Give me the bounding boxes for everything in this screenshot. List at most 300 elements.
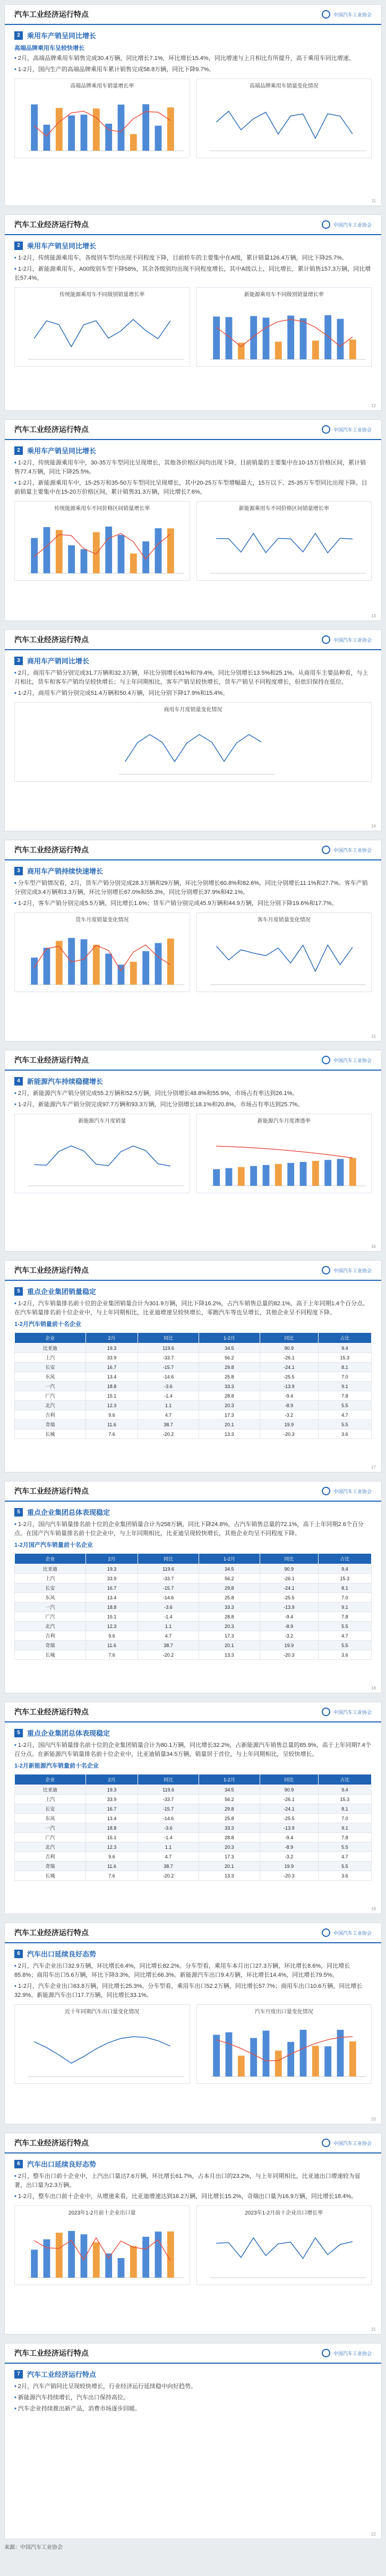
table-cell: 长安 [15,1804,86,1814]
chart-bar [237,2056,244,2077]
chart-panel [196,79,372,158]
table-header-row [15,1333,372,1343]
table-cell: 19.3 [85,1564,138,1574]
logo-text: 中国汽车工业协会 [333,637,372,643]
page-number: 19 [371,1907,376,1911]
table-cell: 8.1 [318,1363,371,1372]
section-heading [14,445,372,455]
table-cell: 长城 [15,1871,86,1881]
logo-text: 中国汽车工业协会 [333,2350,372,2356]
table-cell: -20.2 [138,1871,199,1881]
table-cell: 一汽 [15,1382,86,1391]
chart-svg [199,2016,370,2084]
table-row [15,1391,372,1401]
table-cell: 18.8 [85,1603,138,1612]
table-row [15,1410,372,1420]
page-number: 22 [371,2532,376,2537]
chart-bar [167,2232,174,2278]
chart-bar [287,316,294,359]
chart-bar [237,1167,244,1186]
org-logo [322,1056,372,1064]
chart-line [34,1146,170,1166]
chart-bar [312,2046,319,2077]
chart-bar [349,1158,356,1186]
table-cell: 8.1 [318,1583,371,1593]
chart-bar [105,527,112,573]
section-number: 6 [14,1950,23,1958]
paragraph: • 1-2月，新能源乘用车中，15-25万和35-50万车型同比呈现增长，其中20-25万车型增幅最大，15万以下、25-35万车型同比出现下降。目前销量主要集中在15-20万价格区间，累计销售31.3万辆，同比增长7.6%。 [14,479,372,497]
logo-text: 中国汽车工业协会 [333,1057,372,1063]
table-cell: -1.4 [138,1612,199,1622]
table-row [15,1631,372,1641]
chart-bar [287,1163,294,1186]
chart-panel [14,501,190,581]
table-cell: 9.4 [318,1785,371,1795]
table-header-cell: 企业 [15,1774,86,1785]
table-cell: 广汽 [15,1612,86,1622]
table-cell: -20.2 [138,1650,199,1660]
table-cell: 比亚迪 [15,1564,86,1574]
table-cell: 9.6 [85,1631,138,1641]
paragraph: • 汽车企业持续推出新产品，消费市场逐步回暖。 [14,2405,372,2414]
chart-bar [337,319,344,359]
page-number: 12 [371,403,376,408]
section-number: 4 [14,1077,23,1085]
table-row [15,1593,372,1603]
subsection-title: 高端品牌乘用车呈较快增长 [14,45,84,51]
table-cell: 119.6 [138,1564,199,1574]
table-cell: 东风 [15,1814,86,1823]
section-title: 汽车工业经济运行特点 [27,2371,97,2379]
chart-title: 2023年1-2月前十企业出口量 [68,2210,136,2217]
table-cell: 7.0 [318,1814,371,1823]
page-title: 汽车工业经济运行特点 [14,220,89,229]
table-cell: -3.6 [138,1823,199,1833]
table-cell: 上汽 [15,1353,86,1363]
section-heading [14,30,372,40]
table-cell: -3.2 [260,1631,319,1641]
section-heading [14,1728,372,1738]
logo-icon [322,2139,330,2147]
chart-bar [93,2242,100,2278]
table-cell: 16.7 [85,1583,138,1593]
section-title: 汽车出口延续良好态势 [27,2160,97,2168]
table-cell: 19.9 [260,1862,319,1871]
table-header-cell: 同比 [260,1333,319,1343]
report-root [0,4,386,2551]
table-row [15,1603,372,1612]
section-title: 乘用车产销呈同比增长 [27,32,97,40]
chart-bar [68,2231,75,2278]
logo-icon [322,1928,330,1937]
table-cell: 3.6 [318,1429,371,1439]
chart-bar [130,134,137,151]
chart-line [34,320,170,347]
chart-panel [196,1114,372,1193]
table-cell: 奇瑞 [15,1420,86,1429]
chart-bar [287,2042,294,2077]
logo-icon [322,1708,330,1716]
table-row [15,1363,372,1372]
page-title: 汽车工业经济运行特点 [14,2139,89,2147]
table-cell: -15.7 [138,1583,199,1593]
paragraph: • 1-2月，商用车产销分别完成51.4万辆和50.4万辆，同比分别下降17.9%和15.4%。 [14,689,372,698]
logo-icon [322,2349,330,2357]
chart-svg [17,924,187,992]
table-cell: 20.1 [199,1420,260,1429]
section-title: 重点企业集团总体表现稳定 [27,1509,110,1517]
table-cell: 33.9 [85,1574,138,1583]
section-heading [14,656,372,666]
paragraph: • 1-2月，新能源乘用车，A00级别车型下降58%，其余各级别均出现不同程度增长，其中A级以上，同比增长，累计销售157.3万辆，同比增长57.4%。 [14,265,372,283]
table-header-cell: 2月 [85,1554,138,1564]
chart-bar [44,527,50,573]
paragraph: • 分车型产销情况看，2月，货车产销分别完成28.3万辆和29万辆，环比分别增长60.8%和82.6%，同比分别增长11.1%和27.7%。客车产销分别完成3.4万辆和3.3万辆，环比分别增长67.0%和55.3%，同比分别增长37.9%和42.1%。 [14,879,372,897]
table-cell: 9.1 [318,1823,371,1833]
chart-panel [14,702,372,782]
table-cell: 1.1 [138,1401,199,1410]
chart-bar [56,2233,63,2278]
chart-bar [118,2258,125,2278]
chart-panel [14,287,190,367]
table-cell: 29.8 [199,1804,260,1814]
chart-bar [44,2239,50,2278]
chart-line [34,2238,170,2261]
table-cell: 19.9 [260,1420,319,1429]
report-page [4,419,382,621]
chart-panel [14,79,190,158]
chart-line [216,2238,353,2259]
table-header-cell: 同比 [260,1554,319,1564]
section-heading [14,2159,372,2169]
org-logo [322,425,372,434]
chart-title: 近十年同期汽车出口量变化情况 [65,2009,140,2015]
section-heading [14,1076,372,1086]
chart-bar [250,2038,257,2077]
table-cell: 7.0 [318,1593,371,1603]
chart-bar [56,941,63,985]
chart-line [216,2037,353,2061]
table-cell: 5.5 [318,1641,371,1650]
table-cell: -25.5 [260,1372,319,1382]
section-number: 5 [14,1729,23,1737]
chart-title: 汽车月度出口量变化情况 [254,2009,313,2015]
chart-svg [17,90,187,158]
table-header-cell: 企业 [15,1333,86,1343]
paragraph: • 2月，汽车产销同比呈现较快增长，行业经济运行延续稳中向好趋势。 [14,2382,372,2391]
logo-text: 中国汽车工业协会 [333,427,372,433]
table-header-row [15,1554,372,1564]
chart-line [216,1146,353,1158]
chart-bar [44,948,50,985]
chart-row [14,2205,372,2285]
chart-bar [142,2237,149,2278]
chart-svg [199,924,370,992]
table-cell: 9.1 [318,1603,371,1612]
table-cell: 25.8 [199,1593,260,1603]
table-header-cell: 1-2月 [199,1554,260,1564]
org-logo [322,2349,372,2357]
section-number: 2 [14,446,23,455]
chart-title: 新能源乘用车不同价格区间销量增长率 [238,506,329,512]
table-row [15,1353,372,1363]
table-cell: 13.3 [199,1429,260,1439]
chart-bar [155,2232,162,2278]
table-cell: -14.6 [138,1814,199,1823]
chart-bar [130,2246,137,2278]
table-cell: 7.6 [85,1429,138,1439]
table-row [15,1785,372,1795]
table-cell: 17.3 [199,1410,260,1420]
table-cell: 东风 [15,1593,86,1603]
table-cell: 北汽 [15,1401,86,1410]
table-cell: 4.7 [138,1631,199,1641]
table-title: 1-2月国产汽车销量前十名企业 [14,1542,93,1549]
page-title: 汽车工业经济运行特点 [14,425,89,434]
table-cell: -13.9 [260,1382,319,1391]
table-row [15,1641,372,1650]
page-number: 14 [371,824,376,829]
org-logo [322,1928,372,1937]
page-number: 17 [371,1465,376,1470]
table-cell: 33.3 [199,1603,260,1612]
section-title: 乘用车产销呈同比增长 [27,242,97,250]
chart-bar [262,1165,269,1186]
chart-panel [196,287,372,367]
table-cell: 9.1 [318,1382,371,1391]
table-header-row [15,1774,372,1785]
page-header [5,2344,381,2364]
paragraph: • 1-2月，国内生产的高端品牌乘用车累计销售完成58.8万辆，同比下降9.7%。 [14,65,372,74]
report-page [4,630,382,831]
table-cell: 上汽 [15,1574,86,1583]
table-cell: 吉利 [15,1410,86,1420]
table-cell: 4.7 [318,1410,371,1420]
chart-line [216,320,353,347]
table-cell: 20.3 [199,1842,260,1852]
page-header [5,420,381,440]
logo-icon [322,220,330,229]
table-row [15,1612,372,1622]
report-page [4,1050,382,1252]
table-row [15,1420,372,1429]
table-header-cell: 占比 [318,1554,371,1564]
chart-panel [14,2205,190,2285]
paragraph: • 1-2月，国内汽车销量排名前十位的企业集团销量合计为80.1万辆，同比增长32.2%，占新能源汽车销售总量的85.9%，高于上年同期7.4个百分点。在新能源汽车销量排名前十位企业中，比亚迪销量34.5万辆，销量居于首位，与上年同期相比，呈较快增长。 [14,1741,372,1759]
table-cell: 4.7 [318,1852,371,1862]
table-cell: 16.7 [85,1363,138,1372]
table-cell: -9.4 [260,1612,319,1622]
paragraph: • 新能源汽车持续增长，汽车出口保持高位。 [14,2393,372,2402]
page-title: 汽车工业经济运行特点 [14,1928,89,1937]
chart-title: 新能源汽车月度销量 [78,1118,126,1125]
paragraph: • 1-2月，汽车企业出口63.8万辆，同比增长25.3%。分车型看，乘用车出口52.2万辆，同比增长57.7%；商用车出口10.6万辆，同比增长32.9%。新能源汽车出口17.7万辆，同比增长33.1%。 [14,1982,372,2000]
table-cell: 7.6 [85,1650,138,1660]
logo-icon [322,425,330,434]
table-cell: 13.3 [199,1871,260,1881]
org-logo [322,220,372,229]
table-cell: -9.4 [260,1391,319,1401]
table-cell: 20.3 [199,1622,260,1631]
chart-line [34,945,170,971]
table-cell: -1.4 [138,1391,199,1401]
page-title: 汽车工业经济运行特点 [14,10,89,19]
table-header-cell: 同比 [138,1774,199,1785]
table-cell: 长安 [15,1363,86,1372]
section-heading [14,240,372,251]
table-cell: 28.8 [199,1612,260,1622]
section-number: 3 [14,657,23,665]
table-title: 1-2月汽车销量前十名企业 [14,1321,81,1328]
chart-bar [262,2031,269,2077]
table-cell: 34.5 [199,1785,260,1795]
chart-bar [93,532,100,573]
table-cell: 4.7 [138,1852,199,1862]
table-cell: 5.5 [318,1842,371,1852]
chart-row [14,501,372,581]
page-title: 汽车工业经济运行特点 [14,1266,89,1274]
table-cell: -3.6 [138,1603,199,1612]
page-header [5,1702,381,1722]
logo-text: 中国汽车工业协会 [333,1268,372,1273]
table-cell: 33.3 [199,1382,260,1391]
table-cell: 13.3 [199,1650,260,1660]
table-cell: 20.1 [199,1641,260,1650]
section-number: 6 [14,2160,23,2168]
chart-bar [225,1168,232,1186]
table-cell: -26.1 [260,1353,319,1363]
chart-bar [68,116,75,151]
paragraph: • 1-2月，传统能源乘用车，各级别车型均出现不同程度下降，目前轿车的主要集中在A级，累计销量126.4万辆，同比下降25.7%。 [14,254,372,263]
chart-bar [262,318,269,360]
table-cell: 7.8 [318,1612,371,1622]
table-row [15,1564,372,1574]
chart-bar [349,2041,356,2077]
chart-bar [93,945,100,985]
table-header-cell: 1-2月 [199,1333,260,1343]
table-cell: 25.8 [199,1814,260,1823]
table-cell: 33.9 [85,1795,138,1804]
table-cell: 12.3 [85,1622,138,1631]
table-cell: 9.6 [85,1852,138,1862]
page-title: 汽车工业经济运行特点 [14,1708,89,1716]
table-cell: 28.8 [199,1833,260,1842]
logo-text: 中国汽车工业协会 [333,222,372,228]
chart-bar [81,940,88,985]
logo-text: 中国汽车工业协会 [333,2140,372,2146]
table-row [15,1833,372,1842]
table-cell: -33.7 [138,1574,199,1583]
section-heading [14,866,372,876]
table-cell: 19.9 [260,1641,319,1650]
chart-svg [199,299,370,367]
chart-bar [105,2254,112,2278]
chart-bar [31,958,38,985]
table-cell: 19.3 [85,1343,138,1353]
section-title: 重点企业集团总体表现稳定 [27,1729,110,1737]
page-header [5,215,381,235]
table-cell: 1.1 [138,1622,199,1631]
table-header-cell: 2月 [85,1333,138,1343]
table-cell: 7.6 [85,1871,138,1881]
table-cell: 广汽 [15,1833,86,1842]
logo-text: 中国汽车工业协会 [333,847,372,853]
table-cell: -24.1 [260,1363,319,1372]
table-cell: -1.4 [138,1833,199,1842]
chart-bar [93,108,100,151]
table-row [15,1814,372,1823]
table-cell: -20.2 [138,1429,199,1439]
table-cell: -9.4 [260,1833,319,1842]
table-cell: -24.1 [260,1804,319,1814]
chart-row [14,1114,372,1193]
page-number: 18 [371,1686,376,1691]
section-heading [14,2369,372,2379]
chart-svg [199,90,370,158]
page-number: 15 [371,1034,376,1039]
table-cell: 吉利 [15,1631,86,1641]
page-header [5,840,381,860]
paragraph: • 1-2月，传统能源乘用车中，30-35万车型同比呈现增长，其他各价格区间均出现下降，目前销量的主要集中在10-15万价格区间，累计销售77.4万辆，同比下降25.5%。 [14,459,372,477]
table-cell: 一汽 [15,1603,86,1612]
table-cell: 16.7 [85,1804,138,1814]
table-cell: 90.9 [260,1785,319,1795]
chart-bar [155,943,162,985]
chart-bar [130,962,137,985]
chart-bar [118,105,125,151]
chart-line [216,533,353,553]
source-note: 来源：中国汽车工业协会 [4,2545,63,2551]
table-row [15,1583,372,1593]
paragraph: • 1-2月，客车产销分别完成5.5万辆，同比增长1.6%；货车产销分别完成45.9万辆和44.9万辆，同比分别下降19.6%和17.7%。 [14,899,372,908]
table-header-cell: 占比 [318,1333,371,1343]
table-cell: 3.6 [318,1871,371,1881]
section-title: 商用车产销持续快速增长 [27,867,104,875]
table-header-cell: 占比 [318,1774,371,1785]
report-page [4,840,382,1041]
table-cell: 奇瑞 [15,1641,86,1650]
chart-line [34,533,170,559]
section-number: 5 [14,1508,23,1517]
org-logo [322,1487,372,1495]
table-row [15,1650,372,1660]
table-cell: -14.6 [138,1372,199,1382]
chart-line [216,111,353,139]
section-heading [14,1286,372,1296]
page-number: 11 [371,199,376,203]
table-cell: 长城 [15,1650,86,1660]
table-cell: 38.7 [138,1641,199,1650]
logo-icon [322,846,330,854]
chart-svg [17,1125,187,1193]
table-cell: 12.3 [85,1842,138,1852]
table-cell: 56.2 [199,1353,260,1363]
page-number: 16 [371,1244,376,1249]
table-cell: 15.3 [318,1795,371,1804]
table-cell: 119.6 [138,1785,199,1795]
table-header-cell: 同比 [138,1333,199,1343]
table-cell: 4.7 [318,1631,371,1641]
ranking-table [14,1332,372,1439]
section-number: 3 [14,867,23,875]
chart-bar [299,1162,306,1186]
section-heading [14,1507,372,1517]
table-cell: 15.1 [85,1612,138,1622]
table-cell: 17.3 [199,1852,260,1862]
chart-bar [312,1161,319,1186]
table-cell: -24.1 [260,1583,319,1593]
table-cell: 29.8 [199,1363,260,1372]
